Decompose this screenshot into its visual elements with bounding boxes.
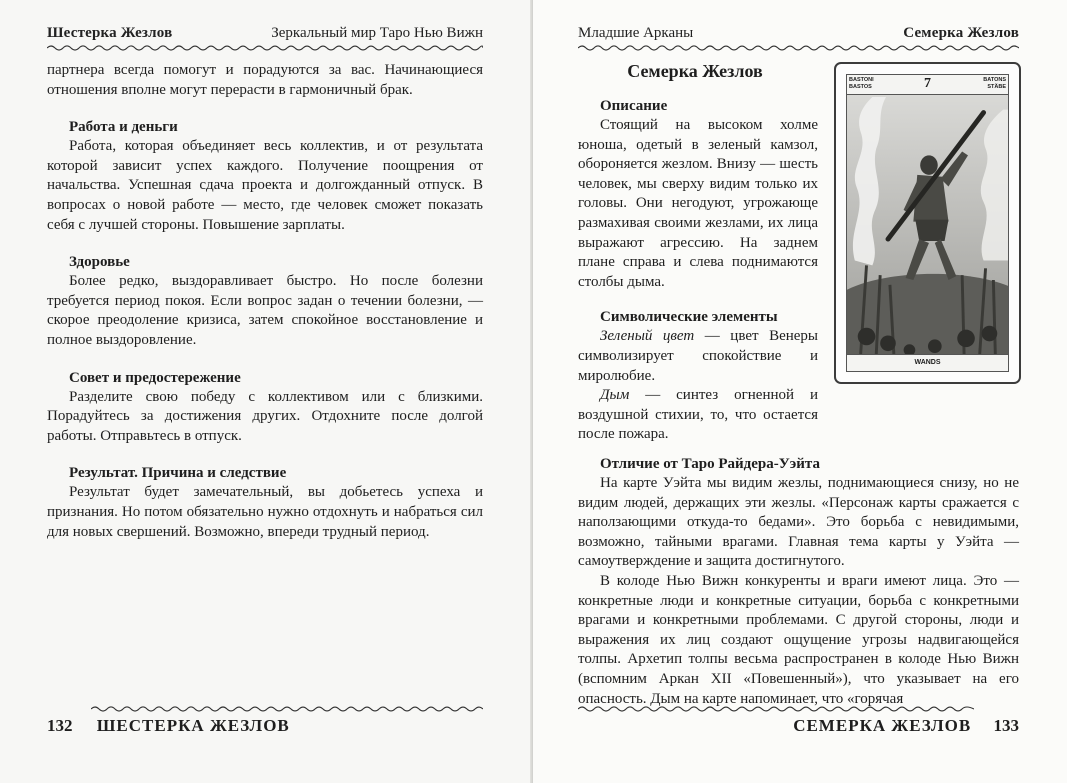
section-text-advice: Разделите свою победу с коллективом или с близкими. Порадуйтесь за достижения других. Отдохните после долгой работы. Отправьтесь в отпуск. — [47, 388, 483, 444]
symbol-green-color — [578, 327, 818, 386]
left-page-number: 132 — [47, 716, 73, 735]
section-text-work: Работа, которая объединяет весь коллектив, и от результата которой зависит успех каждого. Получение поощрения от начальства. Успешная сдача проекта и долгожданный отпуск. В вопросах о новой работе — место, где человек сможет показать себя с лучшей стороны. Повышение зарплаты. — [47, 138, 483, 233]
card-title: Семерка Жезлов — [627, 61, 763, 81]
symbol-smoke-text: — синтез огненной и воздушной стихии, то, что остается после пожара. — [578, 387, 818, 443]
right-header-rule — [578, 44, 1019, 52]
right-footer-rule — [578, 705, 974, 713]
right-folio-title: СЕМЕРКА ЖЕЗЛОВ — [793, 716, 972, 735]
difference-paragraph-1: На карте Уэйта мы видим жезлы, поднимающиеся снизу, но не видим людей, держащих эти жезлы. «Персонаж карты сражается с наползающими откуда-то бедами». Это борьба с невидимыми, возможно, тайными врагами. Главная тема карты у Уэйта — самоутверждение и защита достигнутого. — [578, 475, 1019, 570]
tarot-card-header — [847, 75, 1008, 95]
left-folio — [47, 714, 290, 738]
right-folio — [793, 714, 1019, 738]
right-column-narrow — [578, 96, 818, 445]
card-footer-label: WANDS — [847, 354, 1008, 371]
section-heading-work: Работа и деньги — [69, 119, 178, 136]
card-label-left: BASTONI BASTOS — [849, 77, 874, 90]
symbol-green-term: Зеленый цвет — [600, 328, 695, 345]
left-running-head — [47, 22, 483, 44]
card-label-right: BATONS STÄBE — [983, 77, 1006, 90]
right-running-head-section: Младшие Арканы — [578, 25, 694, 41]
symbol-green-text: — цвет Венеры символизирует спокойствие и миролюбие. — [578, 328, 819, 384]
tarot-card-frame — [846, 74, 1009, 372]
left-running-head-chapter: Шестерка Жезлов — [47, 25, 173, 41]
left-header-rule — [47, 44, 483, 52]
right-running-head — [578, 22, 1019, 44]
symbol-smoke — [578, 386, 818, 445]
left-page — [0, 0, 533, 783]
right-page-number: 133 — [993, 716, 1019, 735]
section-heading-advice: Совет и предостережение — [69, 369, 241, 386]
left-body — [47, 61, 483, 542]
symbol-smoke-term: Дым — [600, 387, 630, 404]
left-running-head-book-title: Зеркальный мир Таро Нью Вижн — [271, 25, 483, 41]
right-page — [533, 0, 1067, 783]
right-column-full — [578, 454, 1019, 709]
intro-paragraph: партнера всегда помогут и порадуются за вас. Начинающиеся отношения вполне могут перерасти в гармоничный брак. — [47, 62, 483, 98]
difference-heading: Отличие от Таро Райдера-Уэйта — [600, 456, 820, 472]
right-running-head-chapter: Семерка Жезлов — [903, 25, 1019, 41]
difference-paragraph-2: В колоде Нью Вижн конкуренты и враги имеют лица. Это — конкретные люди и конкретные ситуации, борьба с конкретными врагами и конкретными проблемами. С другой стороны, люди и выражения их лиц создают ощущение угрозы надвигающейся толпы. Архетип толпы весьма распространен в колоде Нью Вижн (вспомним Аркан XII «Повешенный»), что указывает на его опасность. Дым на карте напоминает, что «горячая — [578, 572, 1019, 707]
symbols-heading: Символические элементы — [600, 309, 778, 326]
tarot-card-image — [834, 62, 1021, 384]
left-footer-rule — [91, 705, 483, 713]
section-heading-result: Результат. Причина и следствие — [69, 465, 287, 482]
section-text-result: Результат будет замечательный, вы добьетесь успеха и признания. Но потом обязательно нужно отдохнуть и набраться сил для новых свершений. Возможно, впереди трудный период. — [47, 484, 483, 540]
description-text: Стоящий на высоком холме юноша, одетый в зеленый камзол, обороняется жезлом. Внизу — шесть человек, мы сверху видим только их головы. Они негодуют, угрожающе размахивая своими жезлами, их лица выражают агрессию. На заднем плане справа и слева поднимаются столбы дыма. — [578, 117, 818, 290]
description-heading: Описание — [600, 98, 668, 114]
card-artwork — [847, 95, 1008, 354]
left-folio-title: ШЕСТЕРКА ЖЕЗЛОВ — [96, 716, 290, 735]
section-heading-health: Здоровье — [69, 254, 130, 271]
section-text-health: Более редко, выздоравливает быстро. Но после болезни требуется период покоя. Если вопрос задан о течении болезни, — скорое преодоление кризиса, затем спокойное восстановление и полное выздоровление. — [47, 273, 483, 348]
card-number: 7 — [924, 76, 931, 91]
